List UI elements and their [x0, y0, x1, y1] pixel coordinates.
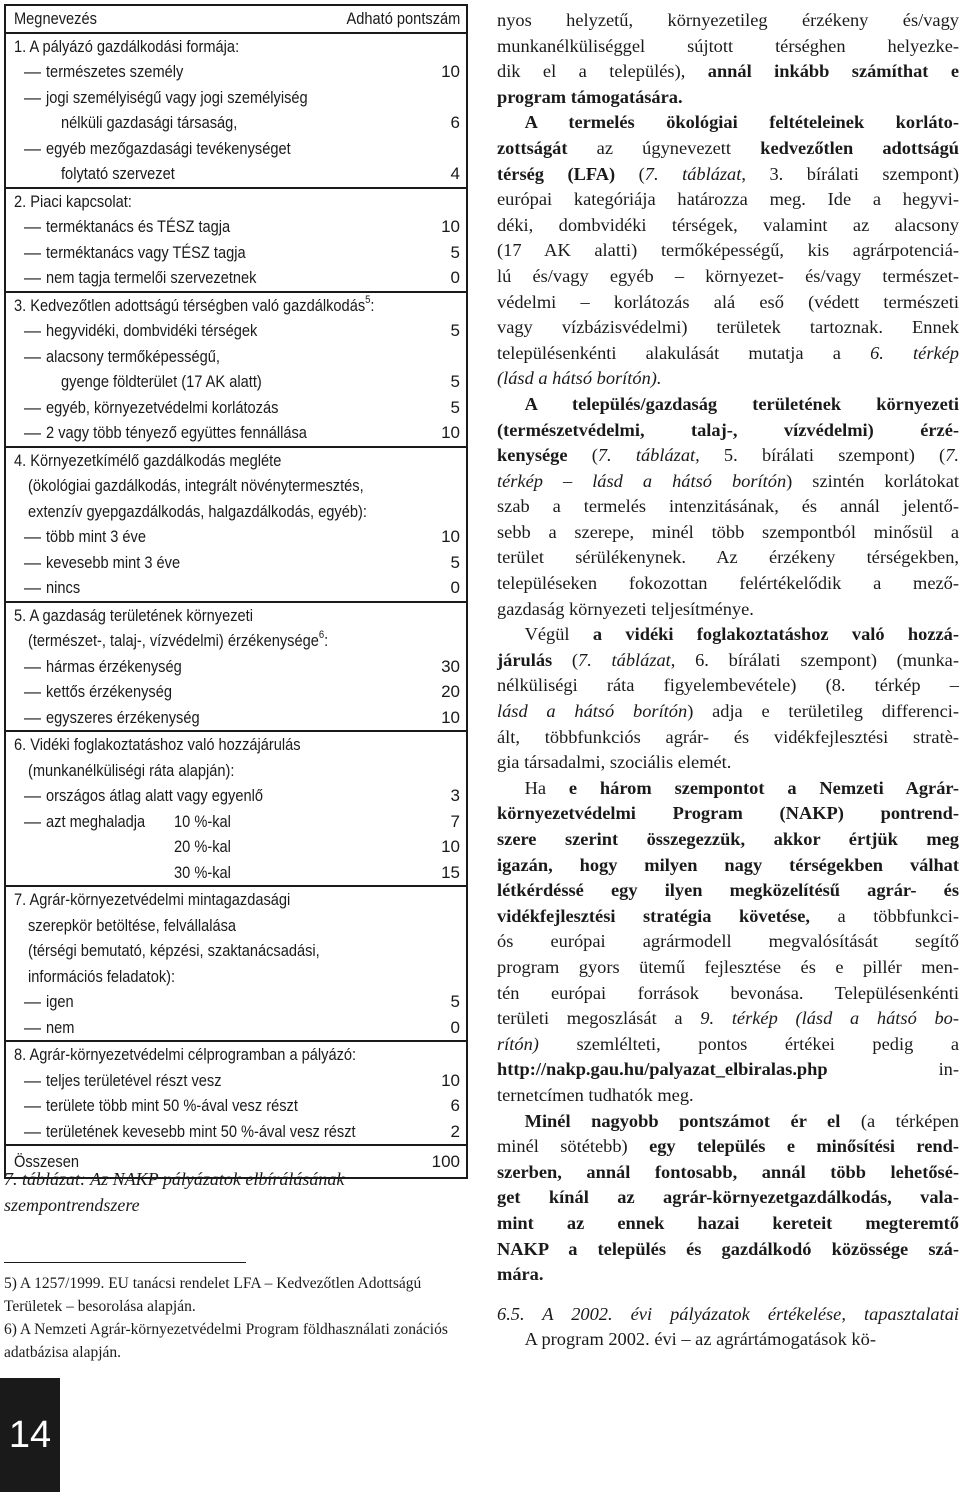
text-line: gia társadalmi, szociális elemét. [497, 752, 732, 773]
scoring-table [4, 4, 468, 1179]
text-line: dik el a település), annál inkább számíthat e [497, 61, 959, 82]
table-row [6, 654, 466, 680]
row-label: 7. Agrár-környezetvédelmi mintagazdasági [14, 890, 291, 909]
text-line: NAKP a település és gazdálkodó közössége szá- [497, 1238, 959, 1259]
footnotes [4, 1272, 474, 1364]
body-paragraph [497, 8, 959, 110]
table-row [6, 214, 466, 240]
text-line: (lásd a hátsó borítón). [497, 368, 662, 389]
table-row [6, 575, 466, 601]
header-points: Adható pontszám [346, 9, 460, 28]
table-row [6, 265, 466, 291]
text-line: vidékfejlesztési stratégia követése, a többfunkci- [497, 905, 959, 926]
row-points: 5 [450, 321, 460, 340]
row-points: 0 [450, 268, 460, 287]
row-points: 6 [450, 1096, 460, 1115]
body-paragraph [497, 776, 959, 1109]
footnote-divider [4, 1262, 246, 1263]
section-title [6, 601, 466, 629]
table-row [6, 395, 466, 421]
table-row [6, 860, 466, 886]
text-line: Minél nagyobb pontszámot ér el (a térképen [524, 1110, 959, 1131]
text-line: program támogatására. [497, 86, 683, 107]
row-label: — területe több mint 50 %-ával vesz részt [24, 1093, 339, 1119]
table-row [6, 110, 466, 136]
text-line: A település/gazdaság területének környezeti [524, 393, 959, 414]
row-points: 15 [441, 862, 460, 882]
table-row [6, 783, 466, 809]
table-row [6, 524, 466, 550]
section-title [6, 885, 466, 913]
table-row [6, 1068, 466, 1094]
section-title [6, 187, 466, 215]
text-line: Ha e három szempontot a Nemzeti Agrár- [497, 777, 959, 798]
row-label: információs feladatok): [28, 966, 176, 986]
table-row [6, 59, 466, 85]
table-row [6, 136, 466, 162]
table-row [6, 938, 466, 964]
body-paragraph [497, 622, 959, 776]
row-label: — egyéb mezőgazdasági tevékenységet [24, 136, 330, 162]
text-line: zottságát az úgynevezett kedvezőtlen adottságú [497, 137, 960, 158]
row-sublabel: 20 %-kal [174, 837, 231, 856]
table-row [6, 913, 466, 939]
table-row [6, 758, 466, 784]
row-label: 8. Agrár-környezetvédelmi célprogramban a pályázó: [14, 1045, 357, 1064]
row-label: — hegyvidéki, dombvidéki térségek [24, 318, 291, 344]
row-label: gyenge földterület (17 AK alatt) [61, 372, 262, 391]
page-number: 14 [0, 1378, 60, 1492]
text-line: lásd a hátsó borítón) adja e területileg differenci- [497, 701, 960, 722]
table-caption: 7. táblázat: Az NAKP pályázatok elbírálásának szempontrendszere [4, 1169, 345, 1215]
table-row [6, 834, 466, 860]
row-points: 7 [450, 811, 460, 831]
row-points: 5 [450, 242, 460, 262]
section-title [6, 730, 466, 758]
row-points: 2 [450, 1121, 460, 1141]
text-line: munkanélküliséggel sújtott térséghen helyezke- [497, 35, 959, 56]
row-label: extenzív gyepgazdálkodás, halgazdálkodás, egyéb): [28, 501, 367, 521]
text-line: nyos helyzetű, környezetileg érzékeny és/vagy [497, 10, 959, 30]
row-label: — területének kevesebb mint 50 %-ával vesz részt [24, 1119, 406, 1145]
row-label: — nincs [24, 575, 85, 601]
text-line: Végül a vidéki foglakoztatáshoz való hozzá- [497, 624, 959, 645]
row-label: — egyszeres érzékenység [24, 705, 224, 731]
row-label: (ökológiai gazdálkodás, integrált növénytermesztés, [28, 476, 364, 495]
footnote-6: 6) A Nemzeti Agrár-környezetvédelmi Program földhasználati zonációs adatbázisa alapján. [4, 1321, 448, 1361]
text-line: járulás (7. táblázat, 6. bírálati szempont) (munka- [497, 649, 959, 670]
row-label: — terméktanács és TÉSZ tagja [24, 214, 260, 240]
text-line: A program 2002. évi – az agrártámogatások kö- [497, 1329, 876, 1350]
text-line: A termelés ökológiai feltételeinek korláto- [524, 112, 959, 133]
text-line: get kínál az agrár-környezetgazdálkodás, vala- [497, 1187, 959, 1208]
row-label: — azt meghaladja [24, 809, 161, 835]
row-label: — igen [24, 989, 78, 1015]
row-label: — alacsony termőképességű, [24, 344, 248, 370]
text-line: vagy vízbázisvédelmi) területek tartoznak. Ennek [497, 317, 959, 338]
text-line: ós európai agrármodell megvalósítását segítő [497, 931, 959, 952]
row-points: 5 [450, 992, 460, 1011]
table-row [6, 473, 466, 499]
row-label: — nem [24, 1015, 79, 1041]
body-paragraph [497, 1109, 959, 1288]
text-line: 6.5. A 2002. évi pályázatok értékelése, tapasztalatai [497, 1303, 959, 1324]
table-row [6, 1119, 466, 1145]
text-line: http://nakp.gau.hu/palyazat_elbiralas.php in- [497, 1059, 959, 1080]
row-label: — teljes területével részt vesz [24, 1068, 250, 1094]
text-line: terület sérülékenynek. Az érzékeny térségekben, [497, 547, 959, 568]
text-line: szerben, annál fontosabb, annál több lehetősé- [497, 1161, 959, 1182]
section-title [6, 32, 466, 60]
footnote-5: 5) A 1257/1999. EU tanácsi rendelet LFA – Kedvezőtlen Adottságú Területek – besorolása alapján. [4, 1275, 422, 1315]
row-points: 6 [450, 113, 460, 132]
text-line: létkérdéssé egy ilyen megközelítésű agrár- és [497, 880, 959, 901]
row-label: szerepkör betöltése, felvállalása [28, 915, 237, 935]
table-row [6, 1093, 466, 1119]
row-points: 30 [441, 656, 460, 676]
row-label: 3. Kedvezőtlen adottságú térségben való gazdálkodás$^5$: [14, 293, 375, 315]
table-row [6, 240, 466, 266]
table-row [6, 161, 466, 187]
table-header [6, 6, 466, 32]
row-points: 3 [450, 786, 460, 805]
row-label: — több mint 3 éve [24, 524, 162, 550]
row-points: 10 [441, 217, 460, 236]
table-row [6, 369, 466, 395]
row-label: folytató szervezet [61, 164, 175, 183]
row-label: — jogi személyiségű vagy jogi személyiség [24, 85, 350, 111]
table-row [6, 628, 466, 654]
total-label: Összesen [14, 1152, 80, 1171]
total-points: 100 [431, 1152, 460, 1171]
table-row [6, 550, 466, 576]
section-title [6, 291, 466, 319]
text-line: térség (LFA) (7. táblázat, 3. bírálati szempont) [497, 163, 959, 184]
text-line: (természetvédelmi, talaj-, vízvédelmi) érzé- [497, 419, 959, 440]
section-title [6, 1040, 466, 1068]
row-points: 10 [441, 62, 460, 81]
row-label: (természet-, talaj-, vízvédelmi) érzékenysége$^6$: [28, 629, 329, 650]
row-label: — kettős érzékenység [24, 679, 192, 705]
row-label: — nem tagja termelői szervezetnek [24, 265, 290, 291]
header-name: Megnevezés [14, 9, 97, 28]
text-line: településeken fokozottan felértékelődik a mező- [497, 573, 959, 594]
body-paragraph [497, 110, 959, 392]
text-line: mára. [497, 1264, 544, 1285]
row-points: 10 [441, 1070, 460, 1090]
text-line: településenkénti alakulását mutatja a 6. térkép [497, 342, 960, 363]
row-points: 5 [450, 552, 460, 572]
text-line: ált, többfunkciós agrár- és vidékfejlesztési stratè- [497, 726, 959, 747]
text-line: igazán, hogy milyen nagy térségekben válhat [497, 854, 959, 875]
text-line: nélküliségi ráta figyelembevétele) (8. térkép – [497, 675, 959, 696]
row-points: 0 [450, 1017, 460, 1037]
text-line: környezetvédelmi Program (NAKP) pontrend- [497, 803, 959, 824]
table-row [6, 85, 466, 111]
row-label: (térségi bemutató, képzési, szaktanácsadási, [28, 941, 320, 960]
text-line: program gyors ütemű fejlesztése és e pillér men- [497, 956, 959, 977]
text-line: szere szerint összegezzük, akkor értjük meg [497, 829, 959, 849]
table-row [6, 318, 466, 344]
row-label: 2. Piaci kapcsolat: [14, 191, 132, 211]
row-label: 4. Környezetkímélő gazdálkodás megléte [14, 450, 282, 470]
row-label: — 2 vagy több tényező együttes fennállása [24, 420, 349, 446]
text-line: lú és/vagy egyéb – környezet- és/vagy természet- [497, 265, 959, 286]
row-points: 0 [450, 578, 460, 597]
text-line: védelmi – korlátozás alá eső (védett természeti [497, 291, 959, 312]
text-line: szab a termelés intenzitásának, és annál jelentő- [497, 496, 959, 517]
text-line: gazdaság környezeti teljesítménye. [497, 598, 754, 619]
text-line: tén európai források bevonása. Településenkénti [497, 982, 959, 1003]
row-points: 10 [441, 837, 460, 856]
text-line: déki, dombvidéki térségek, valamint az alacsony [497, 214, 959, 235]
text-line: európai kategóriája határozza meg. Ide a hegyvi- [497, 189, 959, 210]
row-label: — terméktanács vagy TÉSZ tagja [24, 240, 278, 266]
row-points: 10 [441, 423, 460, 442]
table-row [6, 679, 466, 705]
row-points: 10 [441, 707, 460, 727]
row-label: — egyéb, környezetvédelmi korlátozás [24, 395, 316, 421]
section-title [6, 446, 466, 474]
row-label: — hármas érzékenység [24, 654, 204, 680]
text-line: ternetcímen tudhatók meg. [497, 1084, 694, 1105]
row-points: 5 [450, 372, 460, 391]
row-label: — természetes személy [24, 59, 205, 85]
text-line: térkép – lásd a hátsó borítón) szintén korlátokat [497, 470, 959, 491]
row-label: — kevesebb mint 3 éve [24, 550, 202, 576]
row-points: 20 [441, 682, 460, 701]
table-row [6, 809, 466, 835]
text-line: sebb a szerepe, minél több szempontból minősül a [497, 521, 959, 542]
table-row [6, 1015, 466, 1041]
row-sublabel: 10 %-kal [174, 811, 231, 831]
text-line: kenysége (7. táblázat, 5. bírálati szempont) (7. [497, 445, 959, 466]
row-label: — országos átlag alatt vagy egyenlő [24, 783, 298, 809]
table-row [6, 420, 466, 446]
row-points: 5 [450, 397, 460, 417]
table-row [6, 964, 466, 990]
text-line: minél sötétebb) egy település e minősítési rend- [497, 1136, 959, 1157]
body-paragraph [497, 1302, 959, 1353]
text-line: mint az ennek hazai kereteit megteremtő [497, 1212, 959, 1233]
table-row [6, 499, 466, 525]
row-label: 1. A pályázó gazdálkodási formája: [14, 36, 240, 56]
row-label: 5. A gazdaság területének környezeti [14, 605, 253, 625]
text-line: területi megoszlását a 9. térkép (lásd a hátsó bo- [497, 1008, 959, 1029]
table-row [6, 705, 466, 731]
row-label: (munkanélküliségi ráta alapján): [28, 760, 235, 780]
row-label: 6. Vidéki foglakoztatáshoz való hozzájárulás [14, 735, 301, 754]
body-paragraph [497, 392, 959, 622]
text-line: rítón) szemlélteti, pontos értékei pedig a [497, 1033, 959, 1054]
row-label: nélküli gazdasági társaság, [61, 113, 238, 132]
row-points: 4 [450, 164, 460, 183]
body-text-column [497, 8, 959, 1353]
text-line: (17 AK alatti) termőképességű, kis agrárpotenciá- [497, 240, 959, 261]
row-points: 10 [441, 527, 460, 546]
table-row [6, 344, 466, 370]
table-row [6, 989, 466, 1015]
row-sublabel: 30 %-kal [174, 862, 231, 882]
